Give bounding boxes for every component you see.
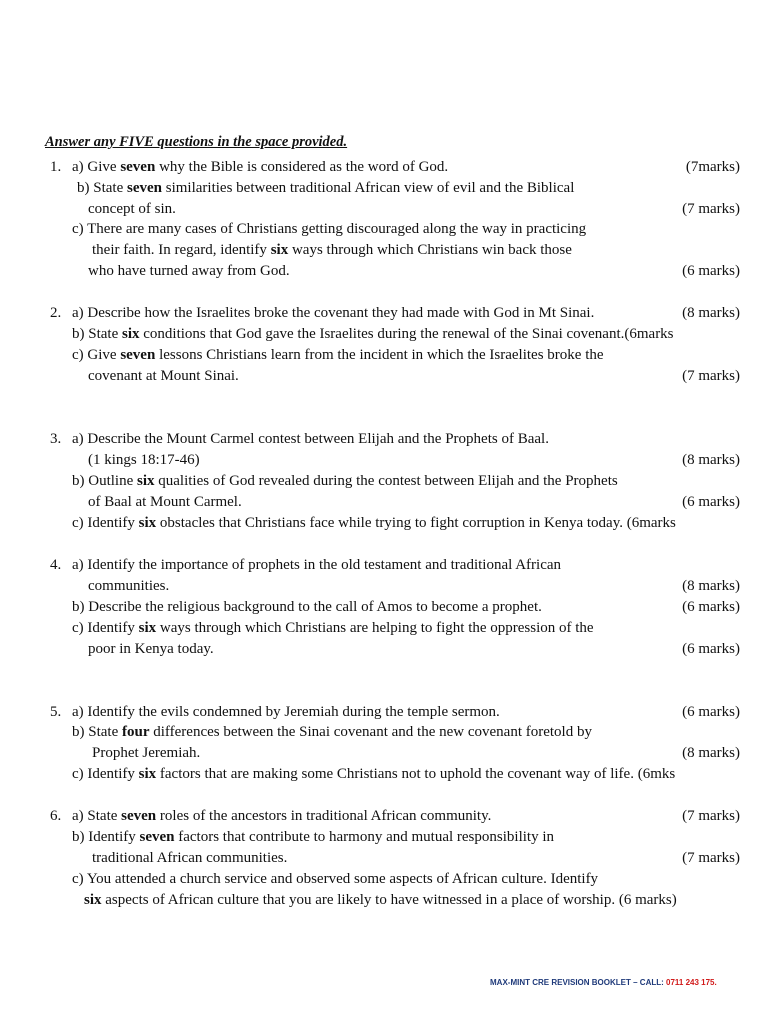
question-number: 1.	[50, 159, 62, 175]
emphasis-count: six	[137, 473, 155, 489]
text-segment: roles of the ancestors in traditional African community.	[156, 808, 492, 824]
marks-allocation: (6 marks)	[682, 704, 740, 720]
text-segment: who have turned away from God.	[88, 263, 290, 279]
question-text-line	[72, 158, 448, 176]
question-text-line	[72, 325, 674, 343]
text-segment: b) State	[72, 724, 122, 740]
text-segment: of Baal at Mount Carmel.	[88, 494, 242, 510]
text-segment: c) Give	[72, 347, 121, 363]
emphasis-count: six	[138, 766, 157, 782]
question-number: 5.	[50, 704, 62, 720]
question-number: 6.	[50, 808, 62, 824]
question-number: 3.	[50, 431, 62, 447]
text-segment: ways through which Christians win back those	[288, 242, 572, 258]
marks-allocation: (6 marks)	[682, 641, 740, 657]
text-segment: traditional African communities.	[92, 850, 288, 866]
question-text-line	[72, 304, 594, 322]
emphasis-count: seven	[121, 808, 157, 824]
text-segment: poor in Kenya today.	[88, 641, 214, 657]
question-text-line	[92, 241, 572, 259]
emphasis-count: four	[122, 724, 150, 740]
question-text-line	[72, 430, 549, 448]
text-segment: b) State	[77, 180, 127, 196]
marks-allocation: (7 marks)	[682, 808, 740, 824]
text-segment: Prophet Jeremiah.	[92, 745, 201, 761]
text-segment: a) Give	[72, 159, 121, 175]
text-segment: concept of sin.	[88, 201, 176, 217]
text-segment: a) Identify the evils condemned by Jeremiah during the temple sermon.	[72, 704, 500, 720]
text-segment: communities.	[88, 578, 170, 594]
marks-allocation: (7 marks)	[682, 368, 740, 384]
marks-allocation: (6 marks)	[682, 263, 740, 279]
text-segment: why the Bible is considered as the word of God.	[155, 159, 449, 175]
emphasis-count: six	[270, 242, 289, 258]
footer-text: MAX-MINT CRE REVISION BOOKLET – CALL:	[490, 978, 666, 987]
text-segment: a) Describe how the Israelites broke the covenant they had made with God in Mt Sinai.	[72, 305, 595, 321]
text-segment: b) Describe the religious background to the call of Amos to become a prophet.	[72, 599, 542, 615]
marks-allocation: (7marks)	[685, 159, 740, 175]
question-text-line	[72, 765, 675, 783]
text-segment: qualities of God revealed during the contest between Elijah and the Prophets	[154, 473, 618, 489]
question-text-line	[88, 640, 214, 658]
text-segment: conditions that God gave the Israelites during the renewal of the Sinai covenant.(6marks	[139, 326, 674, 342]
question-text-line	[88, 200, 176, 218]
marks-allocation: (6 marks)	[682, 494, 740, 510]
emphasis-count: six	[122, 326, 140, 342]
text-segment: a) State	[72, 808, 122, 824]
footer-phone: 0711 243 175.	[666, 978, 717, 987]
emphasis-count: seven	[139, 829, 175, 845]
emphasis-count: six	[84, 892, 102, 908]
text-segment: c) Identify	[72, 515, 139, 531]
question-text-line	[72, 828, 554, 846]
text-segment: c) Identify	[72, 766, 139, 782]
question-text-line	[72, 556, 561, 574]
footer	[490, 978, 717, 987]
question-number: 2.	[50, 305, 62, 321]
question-text-line	[72, 723, 592, 741]
marks-allocation: (8 marks)	[682, 452, 740, 468]
marks-allocation: (7 marks)	[682, 850, 740, 866]
text-segment: a) Identify the importance of prophets in the old testament and traditional African	[72, 557, 562, 573]
question-text-line	[77, 179, 574, 197]
text-segment: obstacles that Christians face while trying to fight corruption in Kenya today. (6marks	[156, 515, 676, 531]
question-text-line	[72, 703, 500, 721]
question-number: 4.	[50, 557, 62, 573]
emphasis-count: six	[138, 620, 157, 636]
question-text-line	[88, 577, 169, 595]
question-text-line	[72, 807, 491, 825]
question-text-line	[92, 849, 287, 867]
marks-allocation: (8 marks)	[682, 305, 740, 321]
question-text-line	[88, 493, 242, 511]
question-text-line	[88, 367, 239, 385]
text-segment: differences between the Sinai covenant and the new covenant foretold by	[149, 724, 592, 740]
text-segment: lessons Christians learn from the incident in which the Israelites broke the	[155, 347, 604, 363]
emphasis-count: seven	[120, 347, 156, 363]
question-text-line	[92, 744, 200, 762]
text-segment: factors that contribute to harmony and mutual responsibility in	[174, 829, 554, 845]
question-text-line	[72, 598, 542, 616]
emphasis-count: seven	[127, 180, 162, 196]
text-segment: factors that are making some Christians not to uphold the covenant way of life. (6mks	[156, 766, 676, 782]
marks-allocation: (6 marks)	[682, 599, 740, 615]
marks-allocation: (8 marks)	[682, 745, 740, 761]
marks-allocation: (7 marks)	[682, 201, 740, 217]
question-text-line	[72, 472, 618, 490]
text-segment: b) State	[72, 326, 122, 342]
instructions-heading: Answer any FIVE questions in the space provided.	[45, 134, 348, 150]
question-text-line	[72, 514, 676, 532]
text-segment: b) Outline	[72, 473, 137, 489]
text-segment: ways through which Christians are helping to fight the oppression of the	[156, 620, 594, 636]
text-segment: (1 kings 18:17-46)	[88, 452, 200, 468]
emphasis-count: seven	[120, 159, 156, 175]
question-text-line	[88, 262, 290, 280]
text-segment: their faith. In regard, identify	[92, 242, 271, 258]
question-text-line	[72, 870, 598, 888]
text-segment: c) You attended a church service and observed some aspects of African culture. Identify	[72, 871, 599, 887]
text-segment: c) There are many cases of Christians getting discouraged along the way in practicing	[72, 221, 587, 237]
text-segment: covenant at Mount Sinai.	[88, 368, 239, 384]
question-text-line	[72, 619, 594, 637]
question-text-line	[84, 891, 677, 909]
text-segment: similarities between traditional African view of evil and the Biblical	[162, 180, 575, 196]
text-segment: b) Identify	[72, 829, 140, 845]
question-text-line	[88, 451, 200, 469]
question-text-line	[72, 346, 604, 364]
text-segment: c) Identify	[72, 620, 139, 636]
marks-allocation: (8 marks)	[682, 578, 740, 594]
text-segment: aspects of African culture that you are likely to have witnessed in a place of worship. (6 marks)	[101, 892, 677, 908]
emphasis-count: six	[138, 515, 157, 531]
text-segment: a) Describe the Mount Carmel contest between Elijah and the Prophets of Baal.	[72, 431, 549, 447]
question-text-line	[72, 220, 586, 238]
